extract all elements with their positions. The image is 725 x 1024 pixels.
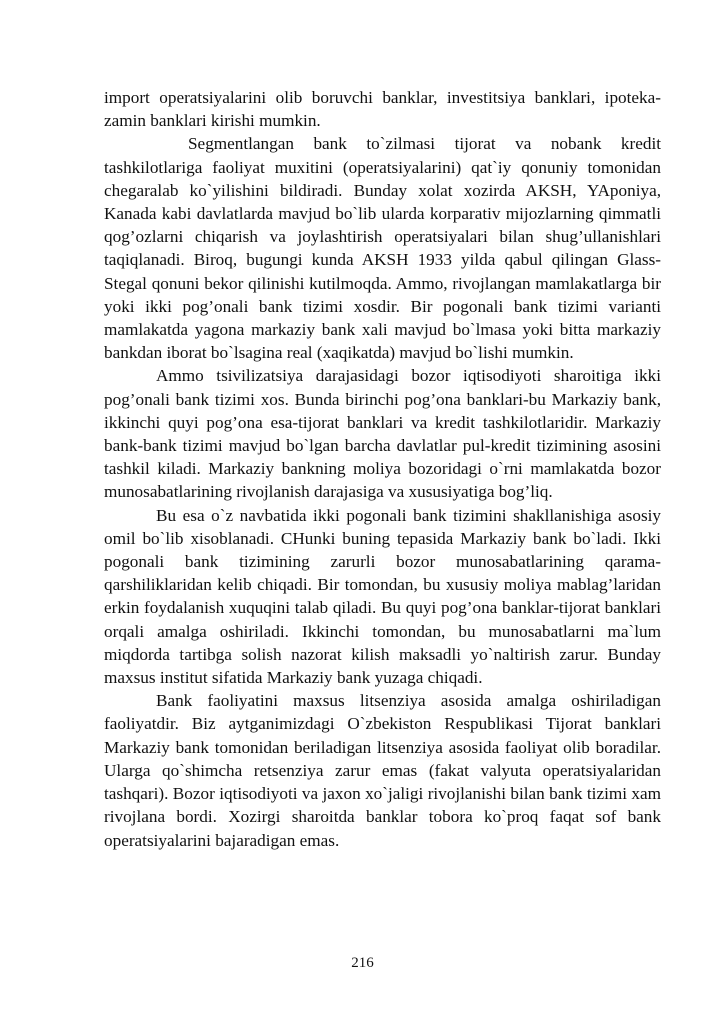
page-body bbox=[104, 86, 661, 852]
paragraph-4: Bu esa o`z navbatida ikki pogonali bank tizimini shakllanishiga asosiy omil bo`lib xisoblanadi. CHunki buning tepasida Markaziy bank bo`ladi. Ikki pogonali bank tizimining zarurli bozor munosabatlarining qarama-qarshiliklaridan kelib chiqadi. Bir tomondan, bu xususiy moliya mablag’laridan erkin foydalanish xuquqini talab qiladi. Bu quyi pog’ona banklar-tijorat banklari orqali amalga oshiriladi. Ikkinchi tomondan, bu munosabatlarni ma`lum miqdorda tartibga solish nazorat kilish maksadli yo`naltirish zarur. Bunday maxsus institut sifatida Markaziy bank yuzaga chiqadi. bbox=[104, 505, 661, 688]
page-number: 216 bbox=[351, 955, 374, 971]
paragraph-1: import operatsiyalarini olib boruvchi banklar, investitsiya banklari, ipoteka-zamin banklari kirishi mumkin. bbox=[104, 88, 661, 131]
paragraph-3: Ammo tsivilizatsiya darajasidagi bozor iqtisodiyoti sharoitiga ikki pog’onali bank tizimi xos. Bunda birinchi pog’ona banklari-bu Markaziy bank, ikkinchi quyi pog’ona esa-tijorat banklari va kredit tashkilotlaridir. Markaziy bank-bank tizimi mavjud bo`lgan barcha davlatlar pul-kredit tizimining asosini tashkil kiladi. Markaziy bankning moliya bozoridagi o`rni mamlakatda bozor munosabatlarining rivojlanish darajasiga va xususiyatiga bog’liq. bbox=[104, 366, 661, 502]
paragraph-5: Bank faoliyatini maxsus litsenziya asosida amalga oshiriladigan faoliyatdir. Biz aytganimizdagi O`zbekiston Respublikasi Tijorat banklari Markaziy bank tomonidan beriladigan litsenziya asosida faoliyat olib boradilar. Ularga qo`shimcha retsenziya zarur emas (fakat valyuta operatsiyalaridan tashqari). Bozor iqtisodiyoti va jaxon xo`jaligi rivojlanishi bilan bank tizimi xam rivojlana bordi. Xozirgi sharoitda banklar tobora ko`proq faqat sof bank operatsiyalarini bajaradigan emas. bbox=[104, 691, 661, 850]
paragraph-2: Segmentlangan bank to`zilmasi tijorat va nobank kredit tashkilotlariga faoliyat muxitini (operatsiyalarini) qat`iy qonuniy tomonidan chegaralab ko`yilishini bildiradi. Bunday xolat xozirda AKSH, YAponiya, Kanada kabi davlatlarda mavjud bo`lib ularda korparativ mijozlarning qimmatli qog’ozlarni chiqarish va joylashtirish operatsiyalari bilan shug’ullanishlari taqiqlanadi. Biroq, bugungi kunda AKSH 1933 yilda qabul qilingan Glass-Stegal qonuni bekor qilinishi kutilmoqda. Ammo, rivojlangan mamlakatlarga bir yoki ikki pog’onali bank tizimi xosdir. Bir pogonali bank tizimi varianti mamlakatda yagona markaziy bank xali mavjud bo`lmasa yoki bitta markaziy bankdan iborat bo`lsagina real (xaqikatda) mavjud bo`lishi mumkin. bbox=[104, 134, 661, 363]
